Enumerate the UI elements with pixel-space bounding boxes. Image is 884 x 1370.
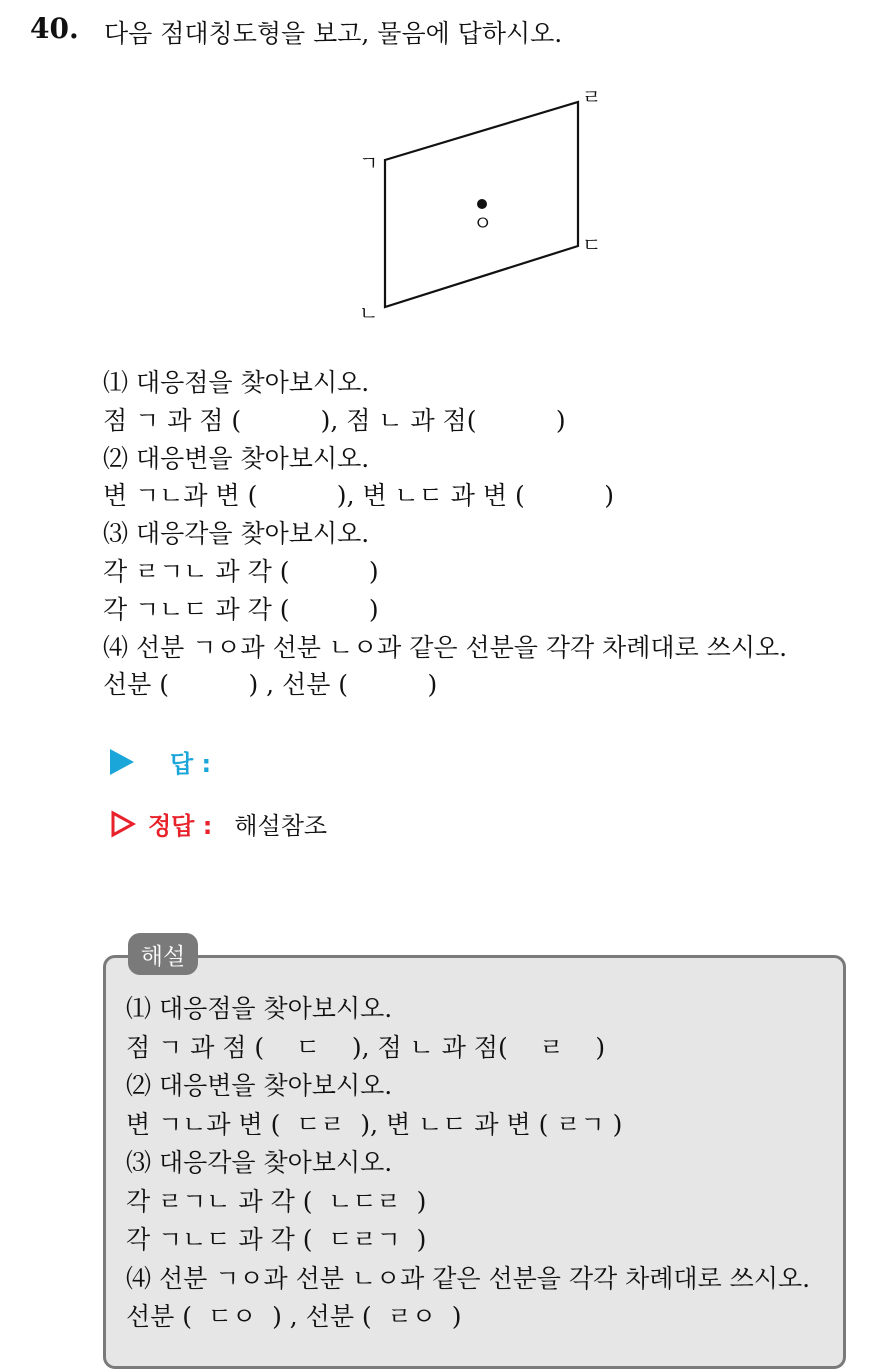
exp-line-3: ⑵ 대응변을 찾아보시오. — [126, 1071, 393, 1100]
parallelogram-figure — [0, 0, 884, 340]
exp-line-9: 선분 ( ㄷㅇ ) , 선분 ( ㄹㅇ ) — [126, 1302, 462, 1331]
label-c: ㄷ — [582, 233, 602, 257]
answer-label: 답 : — [170, 750, 212, 778]
label-b: ㄴ — [359, 301, 379, 325]
correct-label: 정답 : — [148, 812, 213, 840]
play-triangle-icon — [110, 749, 134, 775]
exp-line-5: ⑶ 대응각을 찾아보시오. — [126, 1148, 393, 1177]
line-5: ⑶ 대응각을 찾아보시오. — [103, 519, 370, 549]
line-6: 각 ㄹㄱㄴ 과 각 ( ) — [103, 556, 379, 586]
line-4: 변 ㄱㄴ과 변 ( ), 변 ㄴㄷ 과 변 ( ) — [103, 481, 614, 511]
line-7: 각 ㄱㄴㄷ 과 각 ( ) — [103, 594, 379, 624]
answer-row — [110, 744, 211, 779]
exp-line-8: ⑷ 선분 ㄱㅇ과 선분 ㄴㅇ과 같은 선분을 각각 차례대로 쓰시오. — [126, 1263, 811, 1293]
exp-line-6: 각 ㄹㄱㄴ 과 각 ( ㄴㄷㄹ ) — [126, 1186, 427, 1216]
label-a: ㄱ — [359, 151, 379, 175]
correct-value: 해설참조 — [234, 812, 328, 840]
question-number: 40. — [30, 12, 79, 45]
line-3: ⑵ 대응변을 찾아보시오. — [103, 443, 370, 473]
question-text: 다음 점대칭도형을 보고, 물음에 답하시오. — [104, 19, 563, 48]
center-point — [477, 199, 487, 209]
explanation-body — [126, 990, 810, 1337]
correct-answer-row — [110, 806, 327, 841]
exp-line-4: 변 ㄱㄴ과 변 ( ㄷㄹ ), 변 ㄴㄷ 과 변 ( ㄹㄱ ) — [126, 1109, 623, 1139]
question-body — [103, 364, 787, 704]
exp-line-2: 점 ㄱ 과 점 ( ㄷ ), 점 ㄴ 과 점( ㄹ ) — [126, 1032, 606, 1062]
exp-line-7: 각 ㄱㄴㄷ 과 각 ( ㄷㄹㄱ ) — [126, 1225, 427, 1254]
exp-line-1: ⑴ 대응점을 찾아보시오. — [126, 994, 393, 1023]
line-2: 점 ㄱ 과 점 ( ), 점 ㄴ 과 점( ) — [103, 405, 566, 435]
label-d: ㄹ — [582, 85, 602, 109]
line-8: ⑷ 선분 ㄱㅇ과 선분 ㄴㅇ과 같은 선분을 각각 차례대로 쓰시오. — [103, 632, 788, 662]
outline-triangle-icon — [110, 810, 136, 838]
explanation-tab: 해설 — [128, 933, 198, 975]
label-center: ㅇ — [473, 211, 493, 235]
line-1: ⑴ 대응점을 찾아보시오. — [103, 368, 370, 397]
line-9: 선분 ( ) , 선분 ( ) — [103, 670, 438, 700]
